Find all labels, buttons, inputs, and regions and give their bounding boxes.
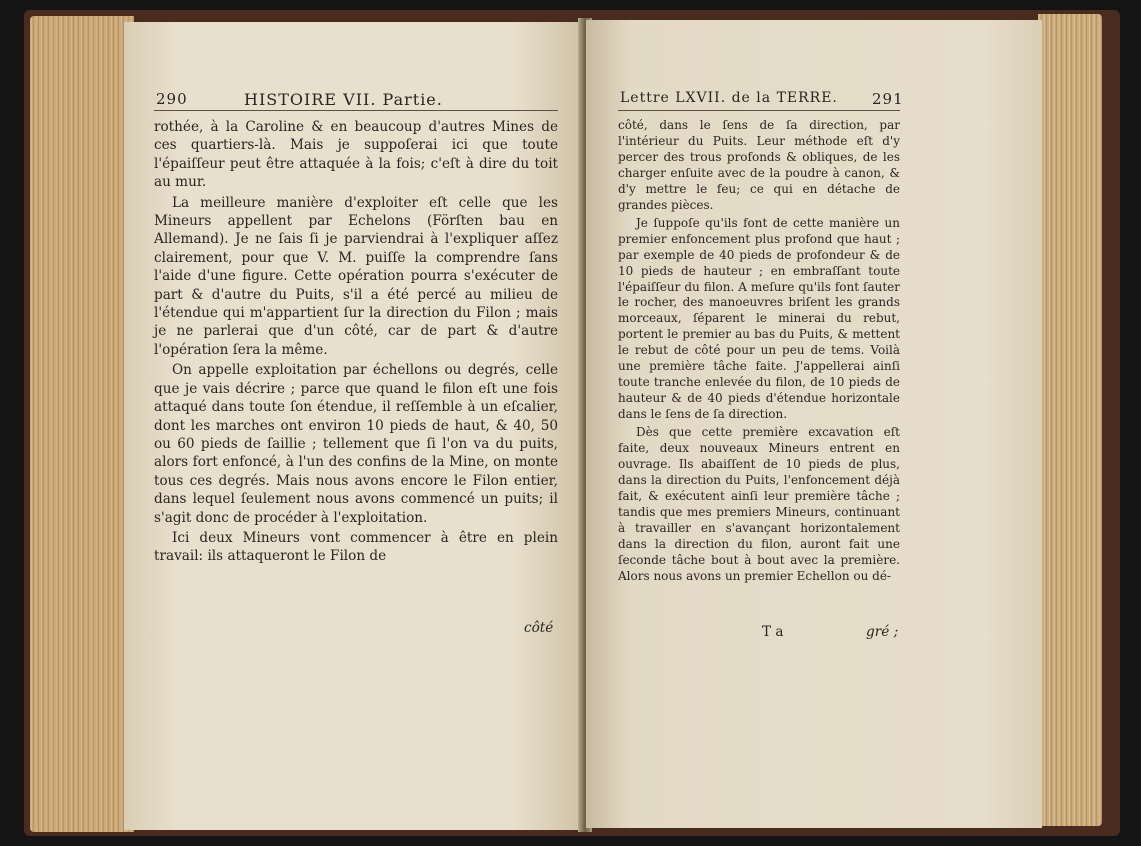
- right-signature-mark: T a: [762, 624, 784, 640]
- left-paragraph: Ici deux Mineurs vont commencer à être en plein travail: ils attaqueront le Filon de: [154, 529, 558, 565]
- left-page-edges: [30, 16, 134, 832]
- right-page-edges: [1038, 14, 1102, 826]
- left-header-rule: [154, 110, 558, 111]
- right-paragraph: Je ſuppoſe qu'ils font de cette manière un premier enfoncement plus profond que haut ; par exemple de 40 pieds de profondeur & de 10 pieds de hauteur ; en embraſſant toute l'épaiſſeur du filon. A meſure qu'ils font ſauter le rocher, des manoeuvres briſent les grands morceaux, ſéparent le minerai du rebut, portent le premier au bas du Puits, & mettent le rebut de côté pour un peu de tems. Voilà une première tâche faite. J'appellerai ainſi toute tranche enlevée du filon, de 10 pieds de hauteur & de 40 pieds d'étendue horizontale dans le ſens de ſa direction.: [618, 215, 900, 422]
- right-paragraph: Dès que cette première excavation eſt faite, deux nouveaux Mineurs entrent en ouvrage. Ils abaiſſent de 10 pieds de plus, dans la direction du Puits, l'enfoncement déjà fait, & exécutent ainſi leur première tâche ; tandis que mes premiers Mineurs, continuant à travailler en s'avançant horizontalement dans la direction du filon, auront fait une ſeconde tâche bout à bout avec la première. Alors nous avons un premier Echellon ou dé-: [618, 425, 900, 583]
- left-paragraph: La meilleure manière d'exploiter eſt celle que les Mineurs appellent par Echelons (Förſten bau en Allemand). Je ne ſais ſi je parviendrai à l'expliquer aſſez clairement, pour que V. M. puiſſe la comprendre ſans l'aide d'une figure. Cette opération pourra s'exécuter de part & d'autre du Puits, s'il a été percé au milieu de l'étendue qui m'appartient ſur la direction du Filon ; mais je ne parlerai que d'un côté, car de part & d'autre l'opération ſera la même.: [154, 194, 558, 358]
- right-header-rule: [618, 110, 900, 111]
- right-page-number: 291: [872, 90, 904, 108]
- left-body-text: [154, 118, 558, 568]
- left-running-head: HISTOIRE VII. Partie.: [244, 90, 443, 109]
- left-page: [124, 22, 582, 830]
- right-catchword: gré ;: [866, 624, 899, 640]
- left-page-number: 290: [156, 90, 188, 108]
- right-page: [586, 20, 1042, 828]
- left-paragraph: rothée, à la Caroline & en beaucoup d'autres Mines de ces quartiers-là. Mais je suppoſerai ici que toute l'épaiſſeur peut être attaquée à la fois; c'eſt à dire du toit au mur.: [154, 119, 558, 191]
- right-running-head: Lettre LXVII. de la TERRE.: [620, 90, 838, 106]
- right-paragraph: côté, dans le ſens de ſa direction, par l'intérieur du Puits. Leur méthode eſt d'y percer des trous profonds & obliques, de les charger enſuite avec de la poudre à canon, & d'y mettre le feu; ce qui en détache de grandes pièces.: [618, 118, 900, 212]
- left-paragraph: On appelle exploitation par échellons ou degrés, celle que je vais décrire ; parce que quand le filon eſt une fois attaqué dans toute ſon étendue, il reſſemble à un eſcalier, dont les marches ont environ 10 pieds de haut, & 40, 50 ou 60 pieds de ſaillie ; tellement que ſi l'on va du puits, alors fort enfoncé, à l'un des confins de la Mine, on monte tous ces degrés. Mais nous avons encore le Filon entier, dans lequel ſeulement nous avons commencé un puits; il s'agit donc de procéder à l'exploitation.: [154, 362, 558, 526]
- left-catchword: côté: [524, 620, 554, 636]
- right-body-text: [618, 118, 900, 587]
